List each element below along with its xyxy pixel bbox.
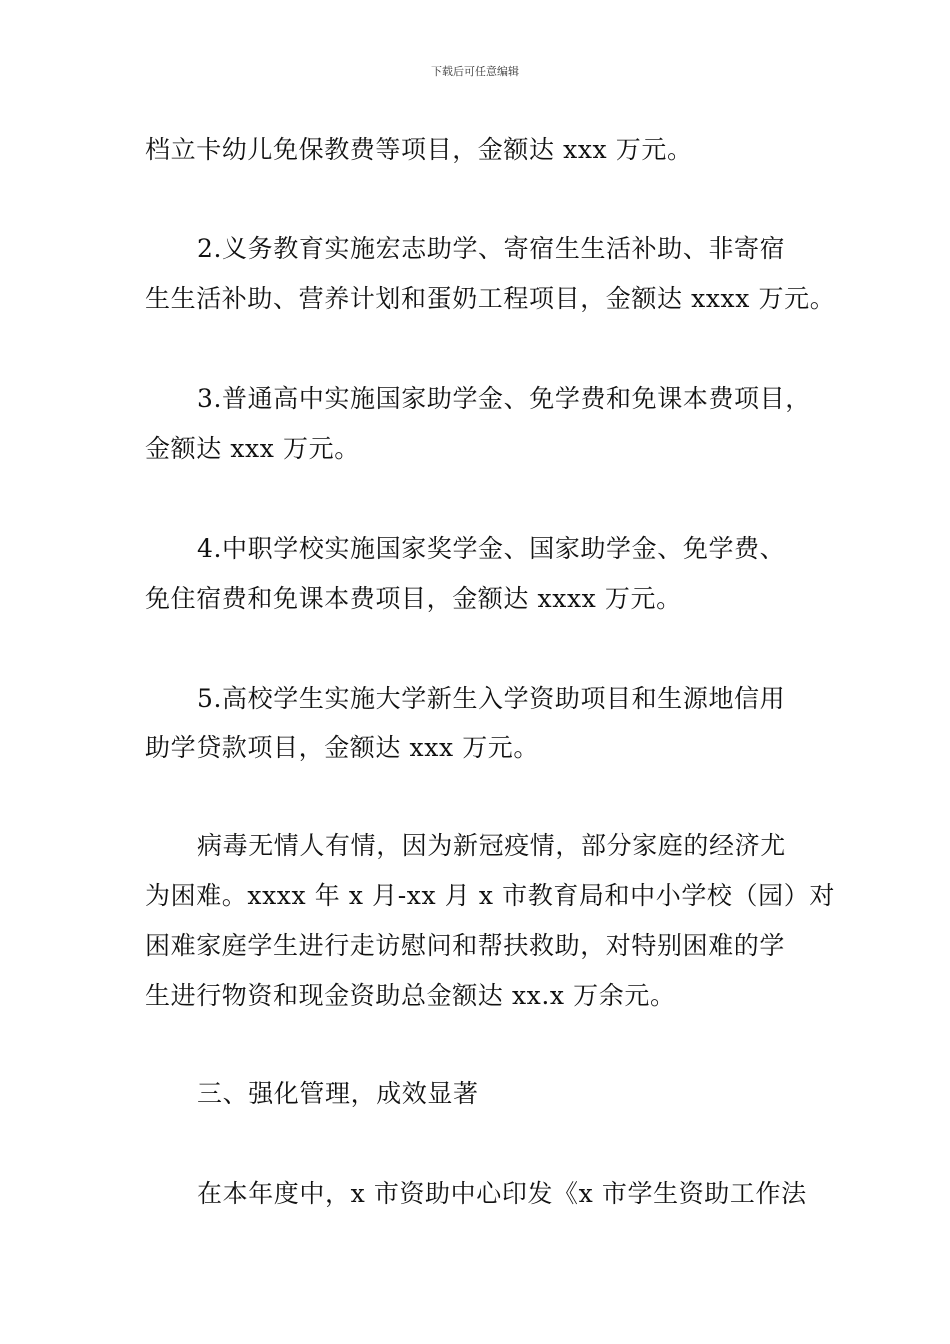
- paragraph-6-line-3: 困难家庭学生进行走访慰问和帮扶救助，对特别困难的学: [145, 931, 786, 960]
- paragraph-1-line-1: 档立卡幼儿免保教费等项目，金额达 xxx 万元。: [145, 135, 693, 164]
- paragraph-2-line-2: 生生活补助、营养计划和蛋奶工程项目，金额达 xxxx 万元。: [145, 284, 836, 313]
- paragraph-4-line-1: 4.中职学校实施国家奖学金、国家助学金、免学费、: [197, 534, 786, 563]
- paragraph-5-line-1: 5.高校学生实施大学新生入学资助项目和生源地信用: [197, 684, 786, 713]
- paragraph-6-line-4: 生进行物资和现金资助总金额达 xx.x 万余元。: [145, 981, 676, 1010]
- paragraph-6-line-1: 病毒无情人有情，因为新冠疫情，部分家庭的经济尤: [197, 831, 786, 860]
- paragraph-6-line-2: 为困难。xxxx 年 x 月-xx 月 x 市教育局和中小学校（园）对: [145, 881, 835, 910]
- paragraph-4-line-2: 免住宿费和免课本费项目，金额达 xxxx 万元。: [145, 584, 682, 613]
- paragraph-2-line-1: 2.义务教育实施宏志助学、寄宿生生活补助、非寄宿: [197, 234, 786, 263]
- page-header: 下载后可任意编辑: [431, 65, 519, 78]
- paragraph-3-line-2: 金额达 xxx 万元。: [145, 434, 360, 463]
- paragraph-7-line-1: 在本年度中，x 市资助中心印发《x 市学生资助工作法: [197, 1179, 807, 1208]
- paragraph-3-line-1: 3.普通高中实施国家助学金、免学费和免课本费项目，: [197, 384, 811, 413]
- section-heading: 三、强化管理，成效显著: [197, 1079, 479, 1108]
- paragraph-5-line-2: 助学贷款项目，金额达 xxx 万元。: [145, 733, 539, 762]
